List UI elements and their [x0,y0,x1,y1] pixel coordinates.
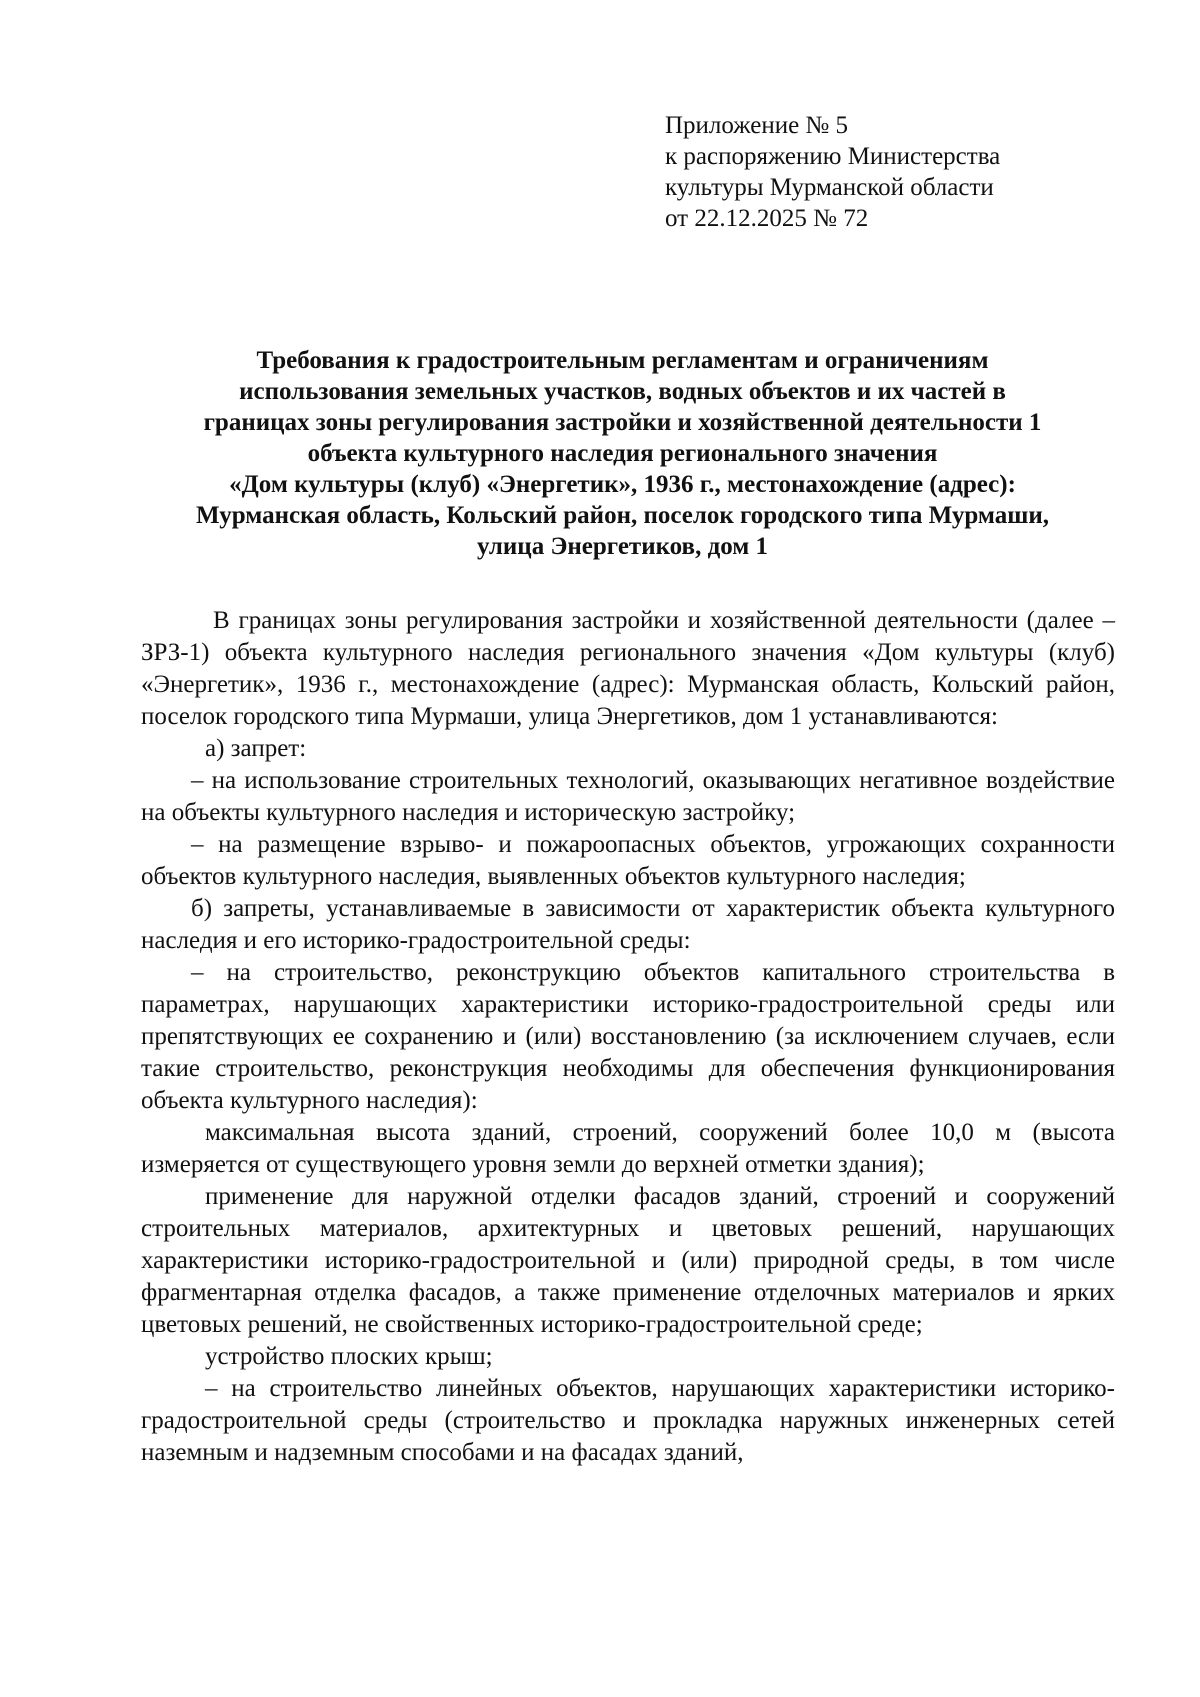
appendix-order-ref: к распоряжению Министерства [665,143,1001,170]
title-line: границах зоны регулирования застройки и хозяйственной деятельности 1 [203,409,1042,436]
prohibition-item: – на размещение взрыво- и пожароопасных объектов, угрожающих сохранности объектов культурного наследия, выявленных объектов культурного наследия; [141,831,1115,890]
parameter-item: максимальная высота зданий, строений, сооружений более 10,0 м (высота измеряется от существующего уровня земли до верхней отметки здания); [141,1119,1115,1178]
section-a-heading: а) запрет: [205,735,307,762]
parameter-item: устройство плоских крыш; [205,1343,493,1370]
appendix-header [665,110,1000,234]
title-line: улица Энергетиков, дом 1 [476,533,769,560]
intro-paragraph: В границах зоны регулирования застройки и хозяйственной деятельности (далее – ЗРЗ-1) объекта культурного наследия регионального значения «Дом культуры (клуб) «Энергетик», 1936 г., местонахождение (адрес): Мурманская область, Кольский район, поселок городского типа Мурмаши, улица Энергетиков, дом 1 устанавливаются: [141,607,1115,730]
appendix-ministry: культуры Мурманской области [665,174,994,201]
appendix-number: Приложение № 5 [665,112,849,139]
title-line: Требования к градостроительным регламентам и ограничениям [256,347,989,374]
prohibition-item: – на использование строительных технологий, оказывающих негативное воздействие на объекты культурного наследия и историческую застройку; [141,767,1115,826]
prohibition-item: – на строительство, реконструкцию объектов капитального строительства в параметрах, нарушающих характеристики историко-градостроительной среды или препятствующих ее сохранению и (или) восстановлению (за исключением случаев, если такие строительство, реконструкция необходимы для обеспечения функционирования объекта культурного наследия): [141,959,1115,1114]
title-line: объекта культурного наследия регионального значения [307,440,938,467]
section-b-heading: б) запреты, устанавливаемые в зависимости от характеристик объекта культурного наследия и его историко-градостроительной среды: [141,895,1115,954]
appendix-date: от 22.12.2025 № 72 [665,205,869,232]
title-line: Мурманская область, Кольский район, поселок городского типа Мурмаши, [195,502,1050,529]
parameter-item: применение для наружной отделки фасадов зданий, строений и сооружений строительных материалов, архитектурных и цветовых решений, нарушающих характеристики историко-градостроительной и (или) природной среды, в том числе фрагментарная отделка фасадов, а также применение отделочных материалов и ярких цветовых решений, не свойственных историко-градостроительной среде; [141,1183,1115,1338]
document-title [130,345,1115,562]
title-line: использования земельных участков, водных объектов и их частей в [239,378,1006,405]
document-body [141,605,1115,1469]
title-line: «Дом культуры (клуб) «Энергетик», 1936 г., местонахождение (адрес): [229,471,1016,498]
prohibition-item: – на строительство линейных объектов, нарушающих характеристики историко-градостроительной среды (строительство и прокладка наружных инженерных сетей наземным и надземным способами и на фасадах зданий, [141,1375,1115,1466]
